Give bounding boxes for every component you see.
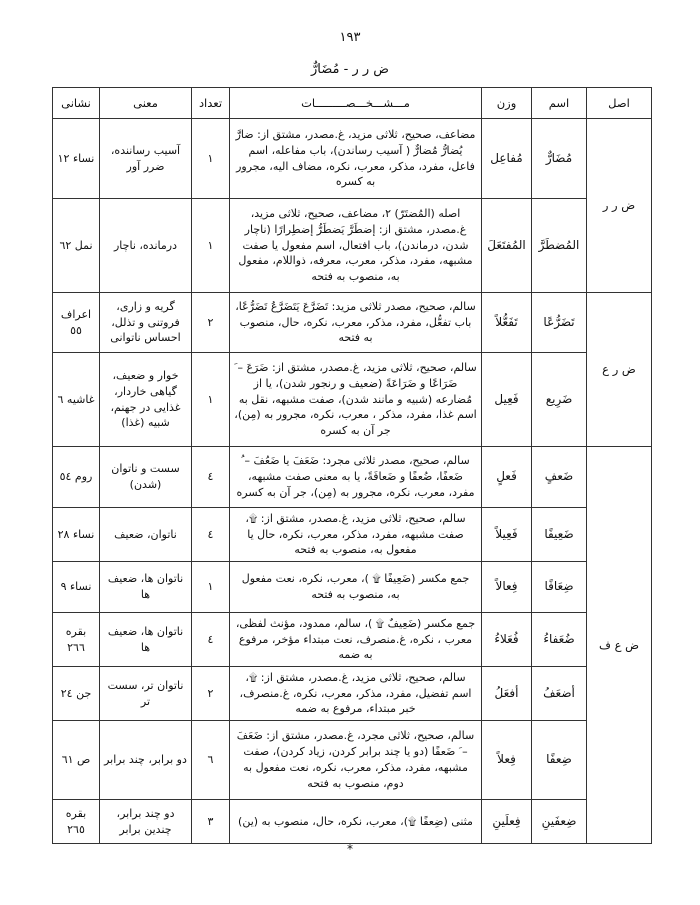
description-cell: اصله (المُضتَرّ) ٢، مضاعف، صحیح، ثلاثی مزید، غ.مصدر، مشتق از: إضطَرَّ یَضطَرُّ إضطِرارًا (ناچار شدن، درماندن)، باب افتعال، اسم مفعول یا صفت مشبهه، مفرد، مذکر، معرب، معرفه، ذواللام، مفعول به، منصوب به فتحه	[230, 199, 482, 293]
description-cell: مضاعف، صحیح، ثلاثی مزید، غ.مصدر، مشتق از: ضارَّ یُضارُّ مُضارٌّ ( آسیب رساندن)، باب مفاعله، اسم فاعل، مفرد، مذکر، معرب، نکره، مضاف الیه، مجرور به کسره	[230, 119, 482, 199]
pattern-cell: فَعِیلاً	[482, 508, 532, 562]
table-row	[53, 613, 652, 667]
pattern-cell: فِعالاً	[482, 562, 532, 613]
table-row	[53, 721, 652, 800]
pattern-cell: أفعَلُ	[482, 667, 532, 721]
meaning-cell: ناتوان ها، ضعیف ها	[100, 613, 192, 667]
meaning-cell: خوار و ضعیف، گیاهی خاردار، غذایی در جهنم، شبیه (غذا)	[100, 353, 192, 447]
count-cell: ٤	[192, 613, 230, 667]
page-heading: ض ر ر - مُضَارٌّ	[311, 62, 389, 77]
root-cell: ض ر ع	[587, 293, 652, 447]
pattern-cell: فُعَلاءُ	[482, 613, 532, 667]
table-row	[53, 199, 652, 293]
meaning-cell: دو چند برابر، چندین برابر	[100, 800, 192, 844]
description-cell: جمع مکسر (ضَعِیفًا ۩ )، معرب، نکره، نعت مفعول به، منصوب به فتحه	[230, 562, 482, 613]
pattern-cell: المُفتَعَلَ	[482, 199, 532, 293]
meaning-cell: ناتوان تر، سست تر	[100, 667, 192, 721]
meaning-cell: گریه و زاری، فروتنی و تذلل، احساس ناتوانی	[100, 293, 192, 353]
meaning-cell: آسیب رساننده، ضرر آور	[100, 119, 192, 199]
table-row	[53, 447, 652, 508]
count-cell: ٢	[192, 667, 230, 721]
count-cell: ١	[192, 199, 230, 293]
header-meaning: معنی	[100, 88, 192, 119]
pattern-cell: فِعلاً	[482, 721, 532, 800]
pattern-cell: مُفاعِل	[482, 119, 532, 199]
table-row	[53, 293, 652, 353]
word-cell: المُضطَرَّ	[532, 199, 587, 293]
header-reference: نشانی	[53, 88, 100, 119]
table-row	[53, 353, 652, 447]
header-word: اسم	[532, 88, 587, 119]
description-cell: سالم، صحیح، ثلاثی مزید، غ.مصدر، مشتق از: ۩، صفت مشبهه، مفرد، مذکر، معرب، نکره، حال یا مفعول به، منصوب به فتحه	[230, 508, 482, 562]
description-cell: جمع مکسر (ضَعِیفٌ ۩ )، سالم، ممدود، مؤنث لفظی، معرب ، نکره، غ.منصرف، نعت مبتداء مؤخر، مرفوع به ضمه	[230, 613, 482, 667]
pattern-cell: تَفَعُّلاً	[482, 293, 532, 353]
table-header-row	[53, 88, 652, 119]
word-cell: ضِعفًا	[532, 721, 587, 800]
header-count: تعداد	[192, 88, 230, 119]
reference-cell: غاشیه ٦	[53, 353, 100, 447]
header-pattern: وزن	[482, 88, 532, 119]
table-row	[53, 508, 652, 562]
word-cell: ضَرِیع	[532, 353, 587, 447]
word-cell: مُضَارٌّ	[532, 119, 587, 199]
table-row	[53, 800, 652, 844]
word-cell: ضَعِیفًا	[532, 508, 587, 562]
count-cell: ٤	[192, 447, 230, 508]
table-row	[53, 667, 652, 721]
count-cell: ١	[192, 119, 230, 199]
reference-cell: نمل ٦٢	[53, 199, 100, 293]
word-cell: تَضَرُّعًا	[532, 293, 587, 353]
meaning-cell: دو برابر، چند برابر	[100, 721, 192, 800]
reference-cell: نساء ١٢	[53, 119, 100, 199]
count-cell: ١	[192, 562, 230, 613]
pattern-cell: فَعِیل	[482, 353, 532, 447]
header-description: مـــشـــخـــصـــــــــات	[230, 88, 482, 119]
description-cell: سالم، صحیح، ثلاثی مجرد، غ.مصدر، مشتق از: ضَعَفَ – َ ضَعفًا (دو یا چند برابر کردن، زیاد کردن)، صفت مشبهه، مفرد، مذکر، معرب، نکره، نعت مفعول به دوم، منصوب به فتحه	[230, 721, 482, 800]
lexicon-table	[52, 87, 652, 844]
count-cell: ٢	[192, 293, 230, 353]
word-cell: ضِعَافًا	[532, 562, 587, 613]
reference-cell: روم ٥٤	[53, 447, 100, 508]
reference-cell: بقره ٢٦٦	[53, 613, 100, 667]
word-cell: ضِعفَینِ	[532, 800, 587, 844]
reference-cell: اعراف ٥٥	[53, 293, 100, 353]
meaning-cell: سست و ناتوان (شدن)	[100, 447, 192, 508]
root-cell: ض ع ف	[587, 447, 652, 844]
table-row	[53, 119, 652, 199]
description-cell: سالم، صحیح، مصدر ثلاثی مزید: تَضَرَّعَ یَتَضَرَّعُ تَضَرُّعًا، باب تفعُّل، مفرد، مذکر، معرب، نکره، حال، منصوب به فتحه	[230, 293, 482, 353]
pattern-cell: فِعلَینِ	[482, 800, 532, 844]
meaning-cell: ناتوان، ضعیف	[100, 508, 192, 562]
page-number: ١٩٣	[339, 30, 361, 45]
reference-cell: بقره ٢٦٥	[53, 800, 100, 844]
root-cell: ض ر ر	[587, 119, 652, 293]
description-cell: سالم، صحیح، ثلاثی مزید، غ.مصدر، مشتق از: ۩، اسم تفضیل، مفرد، مذکر، معرب، نکره، غ.منصرف، خبر مبتداء، مرفوع به ضمه	[230, 667, 482, 721]
table-row	[53, 562, 652, 613]
pattern-cell: فَعلٍ	[482, 447, 532, 508]
count-cell: ٦	[192, 721, 230, 800]
description-cell: مثنی (ضِعفًا ۩)، معرب، نکره، حال، منصوب به (ین)	[230, 800, 482, 844]
header-root: اصل	[587, 88, 652, 119]
reference-cell: نساء ٩	[53, 562, 100, 613]
reference-cell: نساء ٢٨	[53, 508, 100, 562]
reference-cell: ص ٦١	[53, 721, 100, 800]
count-cell: ٤	[192, 508, 230, 562]
word-cell: أضعَفُ	[532, 667, 587, 721]
meaning-cell: درمانده، ناچار	[100, 199, 192, 293]
reference-cell: جن ٢٤	[53, 667, 100, 721]
meaning-cell: ناتوان ها، ضعیف ها	[100, 562, 192, 613]
count-cell: ٣	[192, 800, 230, 844]
word-cell: ضُعَفاءُ	[532, 613, 587, 667]
count-cell: ١	[192, 353, 230, 447]
footnote-marker: *	[347, 842, 353, 856]
description-cell: سالم، صحیح، مصدر ثلاثی مجرد: ضَعَفَ یا ضَعُفَ – ُ ضَعفًا، ضُعفًا و ضَعافَةً، یا به معنی صفت مشبهه، مفرد، معرب، نکره، مجرور به (مِن)، جر آن به کسره	[230, 447, 482, 508]
word-cell: ضَعفٍ	[532, 447, 587, 508]
description-cell: سالم، صحیح، ثلاثی مزید، غ.مصدر، مشتق از: ضَرَعَ – َ ضَرَاعًا و ضَرَاعَةً (ضعیف و رنجور شدن)، یا از مُضارعه (شبیه و مانند شدن)، صفت مشبهه، نقل به اسم غذا، مفرد، مذکر ، معرب، نکره، مجرور به (مِن)، جر آن به کسره	[230, 353, 482, 447]
